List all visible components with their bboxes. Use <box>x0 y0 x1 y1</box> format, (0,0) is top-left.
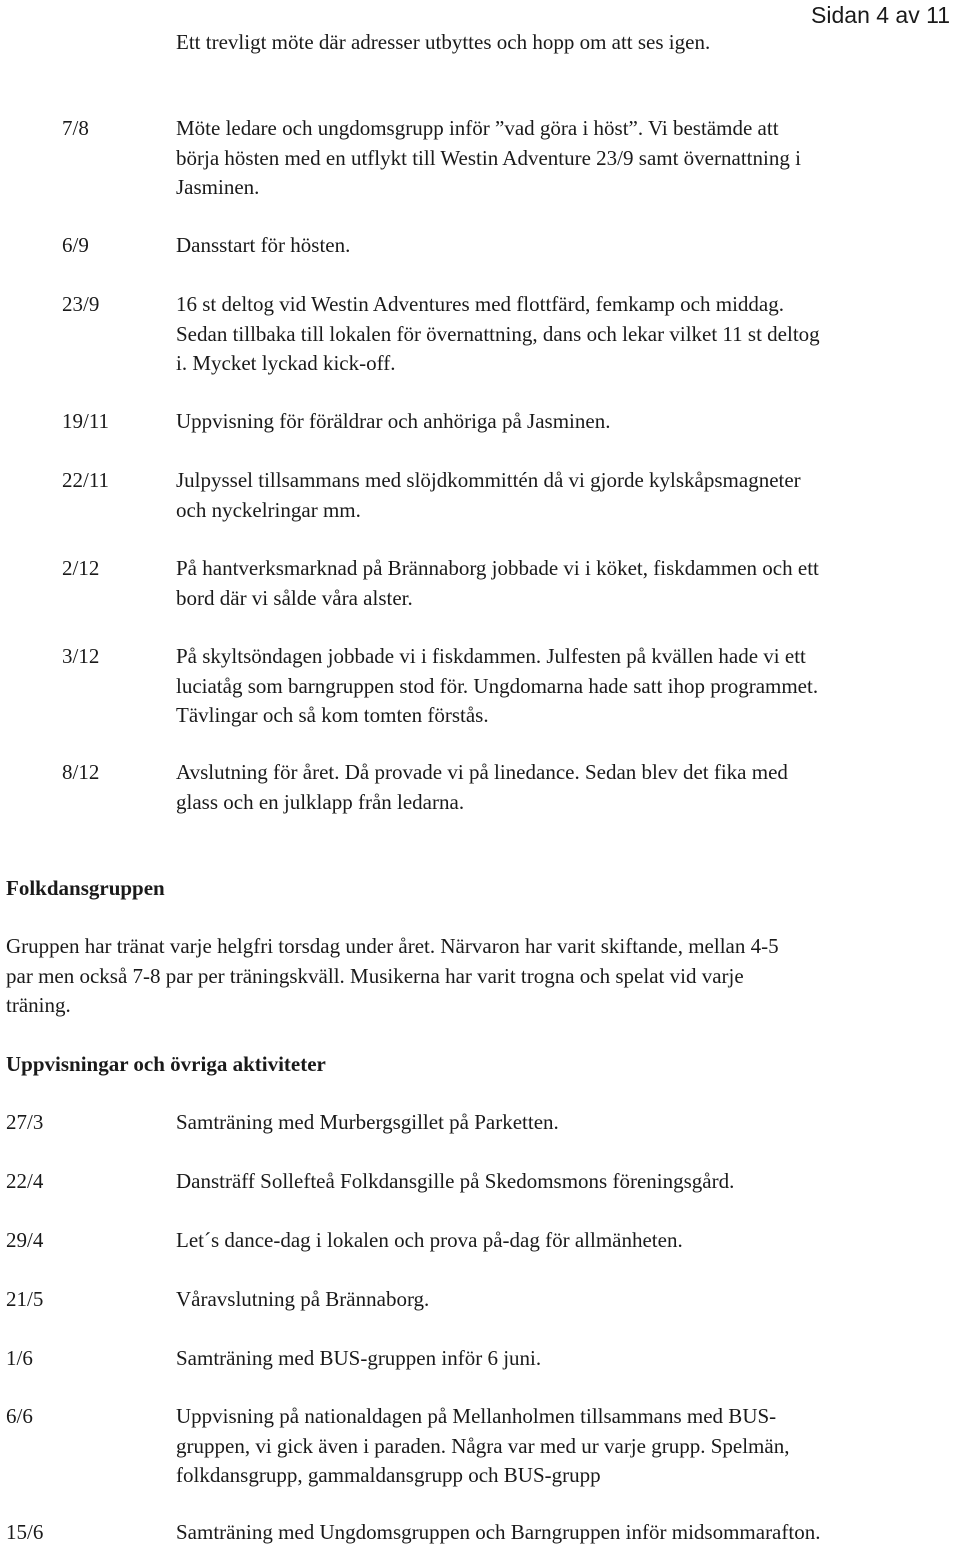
folkdans-paragraph <box>6 932 954 1021</box>
entry-text-line: Sedan tillbaka till lokalen för övernattning, dans och lekar vilket 11 st deltog <box>176 321 820 346</box>
entry-text-line: På hantverksmarknad på Brännaborg jobbade vi i köket, fiskdammen och ett <box>176 556 819 580</box>
folkdans-heading: Folkdansgruppen <box>6 876 165 900</box>
entry-text <box>176 554 819 613</box>
paragraph-line: Gruppen har tränat varje helgfri torsdag under året. Närvaron har varit skiftande, mellan 4-5 <box>6 934 779 958</box>
paragraph-line: träning. <box>6 993 71 1017</box>
entry-date: 7/8 <box>62 116 89 140</box>
entry-date: 1/6 <box>6 1346 33 1370</box>
entry-date: 6/6 <box>6 1404 33 1428</box>
entry-text-line: Samträning med Murbergsgillet på Parketten. <box>176 1110 559 1134</box>
entry-date: 2/12 <box>62 556 100 580</box>
entry-date: 15/6 <box>6 1520 44 1544</box>
entry-text-line: Jasminen. <box>176 175 260 199</box>
entry-text <box>176 1108 559 1138</box>
entry-text-line: På skyltsöndagen jobbade vi i fiskdammen. Julfesten på kvällen hade vi ett <box>176 644 806 668</box>
entry-text-line: gruppen, vi gick även i paraden. Några var med ur varje grupp. Spelmän, <box>176 1433 790 1458</box>
entry-text-line: Dansträff Sollefteå Folkdansgille på Skedomsmons föreningsgård. <box>176 1169 735 1193</box>
entry-text-line: Dansstart för hösten. <box>176 233 351 257</box>
entry-text-line: 16 st deltog vid Westin Adventures med flottfärd, femkamp och middag. <box>176 292 784 316</box>
entry-text-line: Tävlingar och så kom tomten förstås. <box>176 703 489 727</box>
entry-text-line: bord där vi sålde våra alster. <box>176 585 413 610</box>
entry-date: 23/9 <box>62 292 100 316</box>
entry-text <box>176 1226 683 1256</box>
entry-text-line: och nyckelringar mm. <box>176 497 361 522</box>
entry-text-line: folkdansgrupp, gammaldansgrupp och BUS-grupp <box>176 1463 601 1487</box>
entry-text-line: Våravslutning på Brännaborg. <box>176 1287 430 1311</box>
entry-text-line: Samträning med Ungdomsgruppen och Barngruppen inför midsommarafton. <box>176 1520 821 1544</box>
paragraph-line: par men också 7-8 par per träningskväll. Musikerna har varit trogna och spelat vid varje <box>6 963 744 988</box>
entry-date: 27/3 <box>6 1110 44 1134</box>
entry-text-line: Samträning med BUS-gruppen inför 6 juni. <box>176 1346 542 1370</box>
entry-text-line: Let´s dance-dag i lokalen och prova på-dag för allmänheten. <box>176 1228 683 1252</box>
intro-line: Ett trevligt möte där adresser utbyttes och hopp om att ses igen. <box>176 30 711 54</box>
entry-text <box>176 290 820 379</box>
entry-date: 6/9 <box>62 233 89 257</box>
entry-text <box>176 1402 789 1491</box>
entry-text-line: glass och en julklapp från ledarna. <box>176 789 465 814</box>
entry-text-line: Avslutning för året. Då provade vi på linedance. Sedan blev det fika med <box>176 760 788 784</box>
entry-text <box>176 1344 541 1374</box>
entry-text <box>176 758 788 817</box>
entry-date: 21/5 <box>6 1287 44 1311</box>
uppvisningar-heading: Uppvisningar och övriga aktiviteter <box>6 1052 326 1076</box>
entry-text <box>176 114 801 203</box>
entry-text <box>176 231 350 261</box>
entry-text <box>176 1167 734 1197</box>
entry-text <box>176 407 610 437</box>
entry-text <box>176 1285 429 1315</box>
entry-text-line: Uppvisning för föräldrar och anhöriga på Jasminen. <box>176 409 611 433</box>
entry-text-line: börja hösten med en utflykt till Westin Adventure 23/9 samt övernattning i <box>176 145 801 170</box>
entry-text <box>176 466 801 525</box>
entry-text-line: luciatåg som barngruppen stod för. Ungdomarna hade satt ihop programmet. <box>176 673 819 698</box>
entry-date: 22/11 <box>62 468 110 492</box>
entry-date: 19/11 <box>62 409 110 433</box>
entry-text-line: i. Mycket lyckad kick-off. <box>176 351 396 375</box>
entry-text <box>176 1518 820 1548</box>
entry-text-line: Möte ledare och ungdomsgrupp inför ”vad göra i höst”. Vi bestämde att <box>176 116 779 140</box>
entry-date: 29/4 <box>6 1228 44 1252</box>
entry-text <box>176 642 818 731</box>
entry-date: 8/12 <box>62 760 100 784</box>
entry-text-line: Uppvisning på nationaldagen på Mellanholmen tillsammans med BUS- <box>176 1404 777 1428</box>
entry-date: 3/12 <box>62 644 100 668</box>
entry-date: 22/4 <box>6 1169 44 1193</box>
page-number: Sidan 4 av 11 <box>811 2 950 28</box>
entry-text-line: Julpyssel tillsammans med slöjdkommittén då vi gjorde kylskåpsmagneter <box>176 468 801 492</box>
